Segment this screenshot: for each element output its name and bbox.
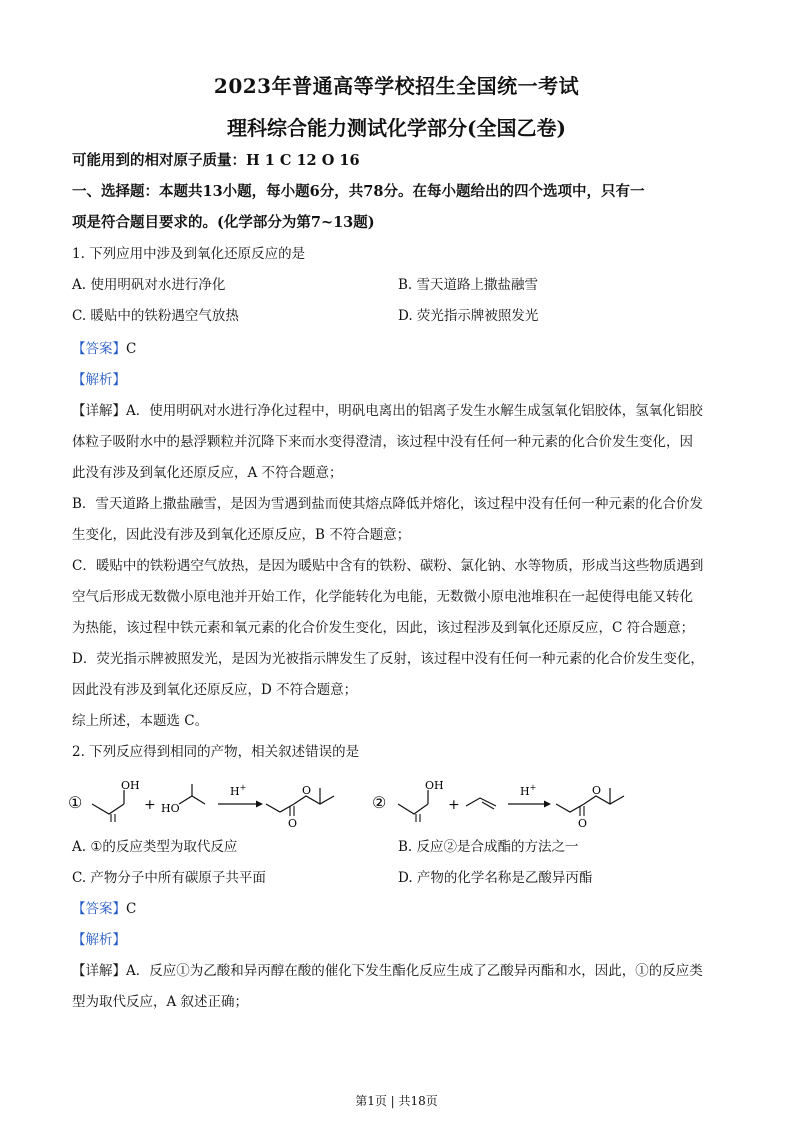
arrow-head [544,801,551,808]
q1-detail-line: 空气后形成无数微小原电池并开始工作，化学能转化为电能，无数微小原电池堆积在一起使得电能又转化 [72,589,693,605]
q1-option-c: C. 暖贴中的铁粉遇空气放热 [72,308,239,324]
q1-stem: 1. 下列应用中涉及到氧化还原反应的是 [72,246,306,262]
propene-double-bond [482,802,494,809]
reaction-1-scheme [66,776,366,828]
exam-subtitle: 理科综合能力测试化学部分(全国乙卷) [227,116,566,140]
section-heading-line1: 一、选择题：本题共13小题，每小题6分，共78分。在每小题给出的四个选项中，只有一 [72,183,645,200]
acid-oh-label: OH [425,779,444,792]
q1-option-b: B. 雪天道路上撒盐融雪 [398,277,539,293]
q1-detail-line: C．暖贴中的铁粉遇空气放热，是因为暖贴中含有的铁粉、碳粉、氯化钠、水等物质，形成当这些物质遇到 [72,558,704,574]
ester-skeleton [556,796,624,812]
isopropanol-ho-label: HO [161,802,180,815]
analysis-tag: 【解析】 [72,932,126,948]
detail-tag: 【详解】 [72,403,126,419]
carbonyl-o-label: O [288,817,298,828]
atomic-masses: 可能用到的相对原子质量：H 1 C 12 O 16 [72,152,360,169]
detail-text: A．使用明矾对水进行净化过程中，明矾电离出的铝离子发生水解生成氢氧化铝胶体，氢氧化铝胶 [126,403,703,419]
isopropanol-skeleton [179,796,205,804]
detail-tag: 【详解】 [72,963,126,979]
answer-value: C [126,341,137,357]
q2-option-c: C. 产物分子中所有碳原子共平面 [72,870,266,886]
reaction-2-label: ② [372,793,387,812]
propene-skeleton [466,798,496,806]
q2-answer [72,898,136,920]
q2-option-b: B. 反应②是合成酯的方法之一 [398,839,579,855]
q1-detail-line: B．雪天道路上撒盐融雪，是因为雪遇到盐而使其熔点降低并熔化，该过程中没有任何一种元素的化合价发 [72,496,703,512]
q2-analysis-tag [72,929,126,951]
reaction-1-label: ① [68,793,83,812]
q1-option-a: A. 使用明矾对水进行净化 [72,277,226,293]
plus-sign: + [144,797,156,813]
q2-detail-line [72,960,703,982]
q1-answer [72,338,136,360]
exam-title: 2023年普通高等学校招生全国统一考试 [213,74,580,98]
plus-sign: + [448,797,460,813]
q1-detail-line: 此没有涉及到氧化还原反应，A 不符合题意； [72,465,343,481]
q2-option-a: A. ①的反应类型为取代反应 [72,839,238,855]
q1-analysis-tag [72,369,126,391]
analysis-tag: 【解析】 [72,372,126,388]
catalyst-label [520,783,536,798]
carbonyl-o-label: O [578,817,588,828]
detail-text: A．反应①为乙酸和异丙醇在酸的催化下发生酯化反应生成了乙酸异丙酯和水，因此，①的反应类 [126,963,703,979]
acetic-acid-skeleton [398,804,428,814]
q1-detail-line [72,400,703,422]
ester-o-label: O [302,784,312,797]
q1-conclusion: 综上所述，本题选 C。 [72,713,209,729]
answer-tag: 【答案】 [72,341,126,357]
answer-tag: 【答案】 [72,901,126,917]
ester-o-label: O [592,784,602,797]
catalyst-plus: + [239,783,247,792]
reaction-2-scheme [370,776,640,828]
ester-skeleton [266,796,334,812]
catalyst-h: H [230,785,240,798]
q1-detail-line: D．荧光指示牌被照发光，是因为光被指示牌发生了反射，该过程中没有任何一种元素的化合价发生变化， [72,651,704,667]
catalyst-h: H [520,785,530,798]
catalyst-label [230,783,246,798]
acetic-acid-skeleton [92,804,124,814]
q1-detail-line: 为热能，该过程中铁元素和氧元素的化合价发生变化，因此，该过程涉及到氧化还原反应，C 符合题意； [72,620,695,636]
q2-option-d: D. 产物的化学名称是乙酸异丙酯 [398,870,593,886]
q1-option-d: D. 荧光指示牌被照发光 [398,308,539,324]
q1-detail-line: 生变化，因此没有涉及到氧化还原反应，B 不符合题意； [72,527,411,543]
acid-oh-label: OH [121,779,140,792]
section-heading-line2: 项是符合题目要求的。(化学部分为第7~13题) [72,214,375,231]
q2-stem: 2. 下列反应得到相同的产物，相关叙述错误的是 [72,744,360,760]
q1-detail-line: 因此没有涉及到氧化还原反应，D 不符合题意； [72,682,358,698]
page-footer: 第1页 | 共18页 [355,1094,438,1108]
catalyst-plus: + [529,783,537,792]
q1-detail-line: 体粒子吸附水中的悬浮颗粒并沉降下来而水变得澄清，该过程中没有任何一种元素的化合价发生变化，因 [72,434,693,450]
arrow-head [256,801,263,808]
q2-detail-line: 型为取代反应，A 叙述正确； [72,994,249,1010]
answer-value: C [126,901,137,917]
